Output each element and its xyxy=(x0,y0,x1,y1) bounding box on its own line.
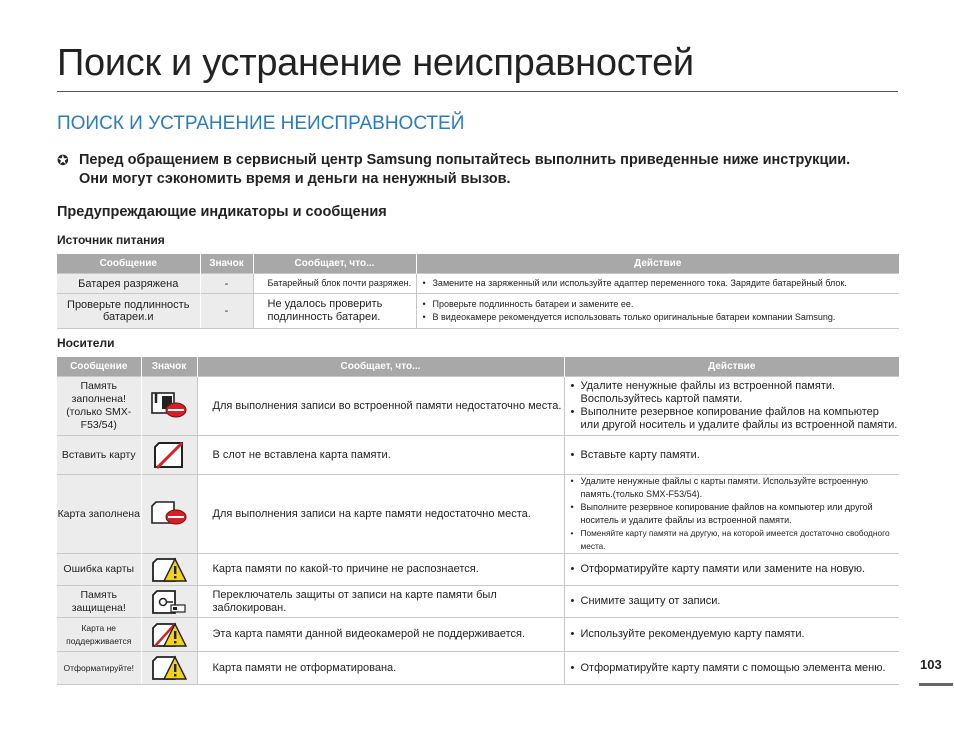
icon-cell xyxy=(141,377,197,436)
page-number-bar xyxy=(919,683,953,686)
action-item: • Поменяйте карту памяти на другую, на которой имеется достаточно свободного места. xyxy=(565,527,900,553)
power-table xyxy=(57,254,899,329)
message-cell: Батарея разряжена xyxy=(57,274,200,294)
media-heading: Носители xyxy=(57,336,115,350)
col-header-message: Сообщение xyxy=(57,357,141,377)
message-cell: Карта заполнена xyxy=(57,475,141,554)
action-item: • Выполните резервное копирование файлов на компьютер или другой носитель и удалите файлы из встроенной памяти. xyxy=(565,406,900,432)
icon-cell xyxy=(141,554,197,586)
col-header-message: Сообщение xyxy=(57,254,200,274)
table-row xyxy=(57,274,899,294)
action-cell xyxy=(564,377,899,436)
table-header-row xyxy=(57,254,899,274)
table-row xyxy=(57,475,899,554)
media-table xyxy=(57,357,899,685)
col-header-meaning: Сообщает, что... xyxy=(197,357,564,377)
message-cell: Проверьте подлинность батареи.и xyxy=(57,294,200,329)
warnings-heading: Предупреждающие индикаторы и сообщения xyxy=(57,204,387,220)
table-row xyxy=(57,377,899,436)
action-cell xyxy=(564,618,899,652)
action-item: • В видеокамере рекомендуется использовать только оригинальные батареи компании Samsung. xyxy=(417,311,900,324)
no-card-icon xyxy=(152,440,186,470)
table-row xyxy=(57,554,899,586)
card-full-icon xyxy=(150,499,188,529)
col-header-icon: Значок xyxy=(141,357,197,377)
message-cell: Память заполнена! (только SMX-F53/54) xyxy=(57,377,141,436)
meaning-cell: Не удалось проверить подлинность батареи. xyxy=(253,294,416,329)
action-item: • Замените на заряженный или используйте адаптер переменного тока. Зарядите батарейный блок. xyxy=(417,277,900,290)
note-star-icon: ✪ xyxy=(57,152,69,168)
action-cell xyxy=(416,274,899,294)
icon-cell: - xyxy=(200,294,253,329)
meaning-cell: В слот не вставлена карта памяти. xyxy=(197,436,564,475)
power-heading: Источник питания xyxy=(57,233,165,247)
card-error-icon xyxy=(151,557,187,583)
action-cell xyxy=(564,652,899,685)
action-cell xyxy=(416,294,899,329)
message-cell: Карта не поддерживается xyxy=(57,618,141,652)
action-item: • Используйте рекомендуемую карту памяти. xyxy=(565,628,900,641)
meaning-cell: Для выполнения записи на карте памяти недостаточно места. xyxy=(197,475,564,554)
page-title: Поиск и устранение неисправностей xyxy=(57,42,694,84)
card-format-icon xyxy=(151,655,187,681)
table-row xyxy=(57,618,899,652)
action-cell xyxy=(564,436,899,475)
icon-cell xyxy=(141,618,197,652)
action-item: • Отформатируйте карту памяти с помощью элемента меню. xyxy=(565,662,900,675)
card-unsupported-icon xyxy=(151,622,187,648)
action-item: • Удалите ненужные файлы с карты памяти. Используйте встроенную память.(только SMX-F53/54). xyxy=(565,475,900,501)
action-cell xyxy=(564,586,899,618)
meaning-cell: Карта памяти по какой-то причине не распознается. xyxy=(197,554,564,586)
meaning-cell: Для выполнения записи во встроенной памяти недостаточно места. xyxy=(197,377,564,436)
message-cell: Вставить карту xyxy=(57,436,141,475)
internal-memory-full-icon xyxy=(151,391,187,421)
col-header-action: Действие xyxy=(564,357,899,377)
card-locked-icon xyxy=(151,589,187,615)
action-cell xyxy=(564,475,899,554)
col-header-meaning: Сообщает, что... xyxy=(253,254,416,274)
meaning-cell: Карта памяти не отформатирована. xyxy=(197,652,564,685)
meaning-cell: Переключатель защиты от записи на карте памяти был заблокирован. xyxy=(197,586,564,618)
message-cell: Отформатируйте! xyxy=(57,652,141,685)
icon-cell: - xyxy=(200,274,253,294)
icon-cell xyxy=(141,475,197,554)
section-title: ПОИСК И УСТРАНЕНИЕ НЕИСПРАВНОСТЕЙ xyxy=(57,113,465,134)
icon-cell xyxy=(141,586,197,618)
table-row xyxy=(57,436,899,475)
table-header-row xyxy=(57,357,899,377)
page-number: 103 xyxy=(920,657,942,672)
message-cell: Ошибка карты xyxy=(57,554,141,586)
message-cell: Память защищена! xyxy=(57,586,141,618)
icon-cell xyxy=(141,652,197,685)
table-row xyxy=(57,652,899,685)
action-item: • Отформатируйте карту памяти или замените на новую. xyxy=(565,563,900,576)
table-row xyxy=(57,586,899,618)
meaning-cell: Эта карта памяти данной видеокамерой не поддерживается. xyxy=(197,618,564,652)
action-item: • Удалите ненужные файлы из встроенной памяти. Воспользуйтесь картой памяти. xyxy=(565,380,900,406)
table-row xyxy=(57,294,899,329)
action-cell xyxy=(564,554,899,586)
col-header-icon: Значок xyxy=(200,254,253,274)
action-item: • Выполните резервное копирование файлов на компьютер или другой носитель и удалите файлы из встроенной памяти. xyxy=(565,501,900,527)
title-rule xyxy=(57,91,898,92)
icon-cell xyxy=(141,436,197,475)
note-text: Перед обращением в сервисный центр Samsung попытайтесь выполнить приведенные ниже инструкции. Они могут сэкономить время и деньги на ненужный вызов. xyxy=(79,152,851,187)
action-item: • Снимите защиту от записи. xyxy=(565,595,900,608)
action-item: • Проверьте подлинность батареи и замените ее. xyxy=(417,298,900,311)
meaning-cell: Батарейный блок почти разряжен. xyxy=(253,274,416,294)
col-header-action: Действие xyxy=(416,254,899,274)
action-item: • Вставьте карту памяти. xyxy=(565,449,900,462)
